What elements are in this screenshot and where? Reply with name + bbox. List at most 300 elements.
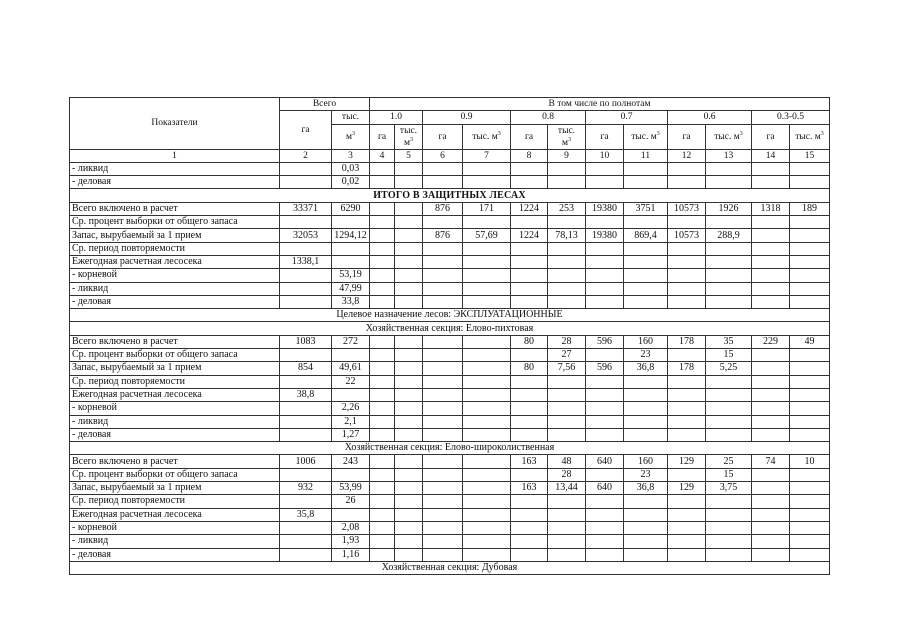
table-cell bbox=[790, 468, 830, 481]
table-cell bbox=[280, 548, 332, 561]
row-label: - корневой bbox=[70, 521, 280, 534]
header-density-5: 0.6 bbox=[668, 111, 752, 124]
table-cell: 22 bbox=[332, 375, 370, 388]
table-cell: 869,4 bbox=[624, 229, 668, 242]
row-label: Всего включено в расчет bbox=[70, 455, 280, 468]
row-label: - деловая bbox=[70, 176, 280, 189]
table-cell bbox=[463, 162, 511, 175]
table-cell: 160 bbox=[624, 455, 668, 468]
table-cell bbox=[332, 349, 370, 362]
table-cell bbox=[624, 269, 668, 282]
table-cell bbox=[370, 495, 395, 508]
table-cell bbox=[463, 521, 511, 534]
table-cell bbox=[790, 242, 830, 255]
table-cell bbox=[370, 176, 395, 189]
table-cell: 189 bbox=[790, 202, 830, 215]
table-cell bbox=[624, 282, 668, 295]
table-cell bbox=[586, 295, 624, 308]
row-label: - деловая bbox=[70, 548, 280, 561]
table-cell: 13,44 bbox=[548, 482, 586, 495]
table-cell: 23 bbox=[624, 468, 668, 481]
table-cell bbox=[511, 428, 548, 441]
table-cell bbox=[332, 508, 370, 521]
table-cell bbox=[395, 295, 423, 308]
table-cell: 160 bbox=[624, 335, 668, 348]
row-label: Ср. период повторяемости bbox=[70, 375, 280, 388]
column-number: 9 bbox=[548, 149, 586, 162]
table-row bbox=[70, 335, 830, 348]
table-cell bbox=[706, 495, 752, 508]
table-cell: 36,8 bbox=[624, 482, 668, 495]
table-cell bbox=[752, 242, 790, 255]
row-label: - ликвид bbox=[70, 535, 280, 548]
table-row bbox=[70, 255, 830, 268]
table-cell bbox=[706, 255, 752, 268]
table-cell bbox=[370, 482, 395, 495]
table-cell bbox=[790, 216, 830, 229]
table-cell bbox=[423, 548, 463, 561]
table-cell: 1,27 bbox=[332, 428, 370, 441]
table-cell bbox=[395, 349, 423, 362]
table-cell: 7,56 bbox=[548, 362, 586, 375]
table-row bbox=[70, 202, 830, 215]
table-cell bbox=[463, 428, 511, 441]
table-cell bbox=[370, 202, 395, 215]
table-cell bbox=[511, 216, 548, 229]
table-cell bbox=[790, 548, 830, 561]
table-cell bbox=[423, 495, 463, 508]
table-cell bbox=[752, 362, 790, 375]
table-cell bbox=[668, 521, 706, 534]
table-cell bbox=[280, 521, 332, 534]
table-row bbox=[70, 216, 830, 229]
table-cell bbox=[423, 362, 463, 375]
table-cell: 129 bbox=[668, 482, 706, 495]
table-cell bbox=[668, 242, 706, 255]
table-cell bbox=[423, 415, 463, 428]
table-cell: 288,9 bbox=[706, 229, 752, 242]
table-cell bbox=[624, 388, 668, 401]
table-cell bbox=[752, 508, 790, 521]
table-cell bbox=[332, 388, 370, 401]
header-density-2: 0.9 bbox=[423, 111, 511, 124]
table-cell: 57,69 bbox=[463, 229, 511, 242]
table-cell bbox=[280, 269, 332, 282]
table-cell bbox=[370, 468, 395, 481]
table-row bbox=[70, 229, 830, 242]
table-row bbox=[70, 269, 830, 282]
table-row bbox=[70, 242, 830, 255]
header-ha: га bbox=[668, 124, 706, 149]
table-cell bbox=[423, 375, 463, 388]
table-cell bbox=[423, 176, 463, 189]
table-cell: 178 bbox=[668, 362, 706, 375]
table-cell bbox=[395, 508, 423, 521]
table-cell bbox=[395, 495, 423, 508]
section-row bbox=[70, 309, 830, 322]
table-cell bbox=[668, 255, 706, 268]
table-cell: 19380 bbox=[586, 229, 624, 242]
table-cell bbox=[548, 402, 586, 415]
table-cell bbox=[395, 548, 423, 561]
table-cell bbox=[332, 216, 370, 229]
table-cell bbox=[668, 428, 706, 441]
table-cell: 163 bbox=[511, 482, 548, 495]
table-row bbox=[70, 295, 830, 308]
table-cell bbox=[370, 229, 395, 242]
row-label: - деловая bbox=[70, 428, 280, 441]
table-cell: 1224 bbox=[511, 229, 548, 242]
table-cell bbox=[624, 295, 668, 308]
table-cell bbox=[395, 335, 423, 348]
table-cell bbox=[423, 428, 463, 441]
column-number: 5 bbox=[395, 149, 423, 162]
table-cell bbox=[395, 216, 423, 229]
table-cell bbox=[511, 402, 548, 415]
table-cell: 178 bbox=[668, 335, 706, 348]
table-cell bbox=[706, 388, 752, 401]
section-row bbox=[70, 561, 830, 574]
table-cell bbox=[463, 482, 511, 495]
table-cell: 2,26 bbox=[332, 402, 370, 415]
table-cell bbox=[668, 495, 706, 508]
table-cell: 33,8 bbox=[332, 295, 370, 308]
table-cell bbox=[790, 295, 830, 308]
table-cell bbox=[280, 162, 332, 175]
table-cell: 19380 bbox=[586, 202, 624, 215]
table-cell bbox=[752, 349, 790, 362]
table-cell bbox=[668, 468, 706, 481]
table-cell: 10 bbox=[790, 455, 830, 468]
table-row bbox=[70, 176, 830, 189]
table-cell bbox=[790, 535, 830, 548]
table-cell: 596 bbox=[586, 335, 624, 348]
table-cell bbox=[423, 269, 463, 282]
table-cell: 932 bbox=[280, 482, 332, 495]
table-row bbox=[70, 162, 830, 175]
table-cell: 0,03 bbox=[332, 162, 370, 175]
table-cell bbox=[668, 269, 706, 282]
header-thous-m3: тыс. $м^3$ bbox=[624, 124, 668, 149]
table-cell bbox=[790, 428, 830, 441]
table-cell bbox=[463, 216, 511, 229]
table-cell bbox=[752, 388, 790, 401]
table-cell bbox=[586, 495, 624, 508]
table-cell bbox=[548, 295, 586, 308]
table-cell bbox=[624, 162, 668, 175]
table-cell bbox=[668, 402, 706, 415]
table-cell bbox=[395, 535, 423, 548]
table-cell: 876 bbox=[423, 229, 463, 242]
table-cell bbox=[624, 216, 668, 229]
table-row bbox=[70, 548, 830, 561]
table-cell bbox=[752, 535, 790, 548]
table-cell bbox=[370, 508, 395, 521]
table-cell bbox=[548, 162, 586, 175]
table-row bbox=[70, 375, 830, 388]
table-cell bbox=[423, 482, 463, 495]
table-cell: 28 bbox=[548, 335, 586, 348]
table-cell bbox=[463, 349, 511, 362]
table-cell bbox=[586, 255, 624, 268]
section-title: Целевое назначение лесов: ЭКСПЛУАТАЦИОННЫЕ bbox=[70, 309, 830, 322]
table-cell: 3751 bbox=[624, 202, 668, 215]
table-cell bbox=[624, 508, 668, 521]
table-cell bbox=[280, 216, 332, 229]
table-cell bbox=[511, 548, 548, 561]
table-cell bbox=[586, 535, 624, 548]
table-cell bbox=[423, 508, 463, 521]
column-number: 15 bbox=[790, 149, 830, 162]
table-cell bbox=[370, 428, 395, 441]
table-cell bbox=[423, 295, 463, 308]
table-cell bbox=[752, 216, 790, 229]
table-cell bbox=[752, 402, 790, 415]
table-cell bbox=[586, 415, 624, 428]
table-cell: 35 bbox=[706, 335, 752, 348]
table-cell bbox=[463, 508, 511, 521]
table-cell bbox=[511, 176, 548, 189]
table-cell bbox=[586, 242, 624, 255]
header-indicators: Показатели bbox=[70, 98, 280, 150]
table-cell bbox=[624, 521, 668, 534]
table-cell: 80 bbox=[511, 335, 548, 348]
table-cell bbox=[706, 508, 752, 521]
table-cell bbox=[790, 176, 830, 189]
column-number: 2 bbox=[280, 149, 332, 162]
table-cell: 1083 bbox=[280, 335, 332, 348]
header-density-6: 0.3-0.5 bbox=[752, 111, 830, 124]
table-cell bbox=[586, 269, 624, 282]
table-cell bbox=[624, 242, 668, 255]
header-total-ha: га bbox=[280, 111, 332, 149]
table-cell bbox=[463, 255, 511, 268]
table-cell bbox=[668, 388, 706, 401]
column-number: 1 bbox=[70, 149, 280, 162]
table-cell bbox=[395, 482, 423, 495]
table-cell bbox=[706, 282, 752, 295]
table-cell bbox=[395, 521, 423, 534]
column-number: 12 bbox=[668, 149, 706, 162]
header-ha: га bbox=[370, 124, 395, 149]
table-cell bbox=[624, 402, 668, 415]
table-cell bbox=[790, 482, 830, 495]
table-cell bbox=[706, 176, 752, 189]
table-row bbox=[70, 521, 830, 534]
table-cell bbox=[395, 455, 423, 468]
table-cell bbox=[280, 402, 332, 415]
section-row bbox=[70, 322, 830, 335]
table-cell: 2,1 bbox=[332, 415, 370, 428]
table-cell bbox=[463, 269, 511, 282]
table-cell: 38,8 bbox=[280, 388, 332, 401]
table-cell bbox=[423, 255, 463, 268]
table-cell bbox=[395, 428, 423, 441]
column-number: 14 bbox=[752, 149, 790, 162]
table-cell bbox=[586, 162, 624, 175]
table-cell bbox=[395, 282, 423, 295]
table-cell bbox=[463, 335, 511, 348]
section-row bbox=[70, 442, 830, 455]
table-cell bbox=[548, 242, 586, 255]
table-cell bbox=[395, 255, 423, 268]
table-cell: 10573 bbox=[668, 229, 706, 242]
column-number: 11 bbox=[624, 149, 668, 162]
table-row bbox=[70, 282, 830, 295]
table-cell: 640 bbox=[586, 482, 624, 495]
table-row bbox=[70, 535, 830, 548]
table-row bbox=[70, 508, 830, 521]
table-cell: 26 bbox=[332, 495, 370, 508]
table-cell: 2,08 bbox=[332, 521, 370, 534]
table-cell bbox=[370, 295, 395, 308]
header-by-density: В том числе по полнотам bbox=[370, 98, 830, 111]
table-cell bbox=[395, 242, 423, 255]
table-cell bbox=[463, 402, 511, 415]
table-cell bbox=[463, 468, 511, 481]
table-cell: 229 bbox=[752, 335, 790, 348]
table-cell bbox=[548, 495, 586, 508]
table-cell bbox=[395, 176, 423, 189]
row-label: Ср. процент выборки от общего запаса bbox=[70, 349, 280, 362]
table-cell bbox=[280, 349, 332, 362]
table-cell: 253 bbox=[548, 202, 586, 215]
table-cell bbox=[706, 295, 752, 308]
table-cell bbox=[668, 548, 706, 561]
table-cell bbox=[511, 242, 548, 255]
row-label: Ежегодная расчетная лесосека bbox=[70, 508, 280, 521]
table-cell bbox=[706, 548, 752, 561]
table-cell bbox=[511, 415, 548, 428]
table-cell bbox=[463, 495, 511, 508]
header-density-4: 0.7 bbox=[586, 111, 668, 124]
section-row bbox=[70, 189, 830, 202]
table-cell bbox=[790, 375, 830, 388]
table-row bbox=[70, 455, 830, 468]
table-cell: 23 bbox=[624, 349, 668, 362]
table-cell bbox=[586, 375, 624, 388]
table-row bbox=[70, 349, 830, 362]
section-title: Хозяйственная секция: Дубовая bbox=[70, 561, 830, 574]
table-cell: 243 bbox=[332, 455, 370, 468]
column-number-row bbox=[70, 149, 830, 162]
table-cell bbox=[548, 255, 586, 268]
table-cell bbox=[706, 269, 752, 282]
table-row bbox=[70, 415, 830, 428]
table-cell: 1338,1 bbox=[280, 255, 332, 268]
column-number: 10 bbox=[586, 149, 624, 162]
table-cell bbox=[706, 428, 752, 441]
section-title: Хозяйственная секция: Елово-пихтовая bbox=[70, 322, 830, 335]
header-density-3: 0.8 bbox=[511, 111, 586, 124]
table-cell bbox=[423, 535, 463, 548]
table-cell: 1,16 bbox=[332, 548, 370, 561]
table-cell bbox=[624, 255, 668, 268]
table-cell bbox=[752, 176, 790, 189]
table-cell bbox=[790, 269, 830, 282]
table-cell bbox=[423, 335, 463, 348]
table-cell bbox=[370, 362, 395, 375]
table-cell bbox=[511, 468, 548, 481]
table-cell bbox=[624, 176, 668, 189]
table-cell bbox=[280, 295, 332, 308]
table-cell bbox=[624, 535, 668, 548]
table-cell bbox=[752, 495, 790, 508]
table-cell: 53,19 bbox=[332, 269, 370, 282]
table-cell: 171 bbox=[463, 202, 511, 215]
table-cell bbox=[586, 216, 624, 229]
table-cell bbox=[706, 535, 752, 548]
table-cell bbox=[511, 375, 548, 388]
table-cell bbox=[586, 282, 624, 295]
table-cell bbox=[790, 229, 830, 242]
table-cell bbox=[332, 468, 370, 481]
section-title: ИТОГО В ЗАЩИТНЫХ ЛЕСАХ bbox=[70, 189, 830, 202]
table-cell bbox=[463, 362, 511, 375]
row-label: - деловая bbox=[70, 295, 280, 308]
row-label: Запас, вырубаемый за 1 прием bbox=[70, 362, 280, 375]
table-cell bbox=[548, 521, 586, 534]
table-cell bbox=[548, 375, 586, 388]
table-cell bbox=[511, 282, 548, 295]
table-cell bbox=[423, 216, 463, 229]
table-cell bbox=[370, 162, 395, 175]
table-cell bbox=[752, 482, 790, 495]
table-row bbox=[70, 362, 830, 375]
row-label: - корневой bbox=[70, 402, 280, 415]
table-cell bbox=[280, 242, 332, 255]
table-cell: 15 bbox=[706, 468, 752, 481]
table-cell bbox=[423, 162, 463, 175]
table-cell bbox=[752, 548, 790, 561]
row-label: Запас, вырубаемый за 1 прием bbox=[70, 229, 280, 242]
table-cell bbox=[790, 362, 830, 375]
row-label: - ликвид bbox=[70, 415, 280, 428]
table-cell bbox=[752, 521, 790, 534]
table-cell bbox=[395, 415, 423, 428]
table-cell bbox=[668, 535, 706, 548]
table-cell bbox=[586, 468, 624, 481]
row-label: Запас, вырубаемый за 1 прием bbox=[70, 482, 280, 495]
table-cell bbox=[395, 269, 423, 282]
table-cell bbox=[706, 375, 752, 388]
table-cell bbox=[668, 295, 706, 308]
table-cell bbox=[586, 548, 624, 561]
table-cell bbox=[548, 428, 586, 441]
table-cell bbox=[624, 375, 668, 388]
table-cell bbox=[586, 428, 624, 441]
header-density-1: 1.0 bbox=[370, 111, 423, 124]
table-cell bbox=[423, 282, 463, 295]
header-thous-m3: тыс. $м^3$ bbox=[463, 124, 511, 149]
table-cell bbox=[370, 335, 395, 348]
table-cell bbox=[463, 295, 511, 308]
table-cell bbox=[370, 548, 395, 561]
table-cell bbox=[370, 375, 395, 388]
table-cell bbox=[511, 269, 548, 282]
table-cell bbox=[463, 242, 511, 255]
row-label: Всего включено в расчет bbox=[70, 335, 280, 348]
table-cell bbox=[280, 375, 332, 388]
table-cell bbox=[395, 375, 423, 388]
table-cell bbox=[463, 535, 511, 548]
table-cell: 3,75 bbox=[706, 482, 752, 495]
table-cell bbox=[752, 229, 790, 242]
table-cell: 1006 bbox=[280, 455, 332, 468]
table-cell bbox=[423, 242, 463, 255]
table-row bbox=[70, 402, 830, 415]
table-cell bbox=[463, 375, 511, 388]
